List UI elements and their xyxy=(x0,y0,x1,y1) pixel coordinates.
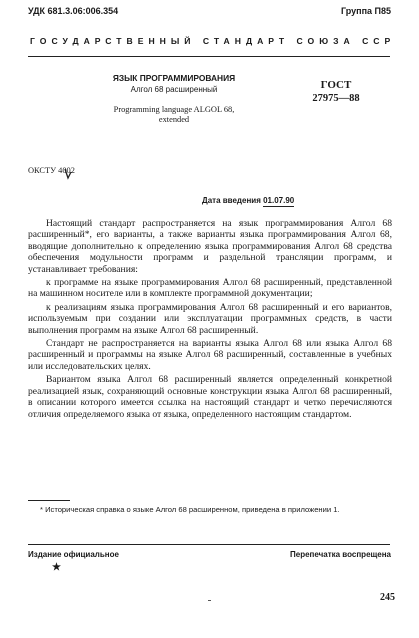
paragraph-variant-definition: Вариантом языка Алгол 68 расширенный является определенный конкретной реализацией язык, сохраняющий основные конструкции языка Алгол 68 расширенный, в описании которого имеется ссылка на настоящий стандарт и четко перечисляются отличия определяемого языка от языка, определенного настоящим стандартом. xyxy=(28,374,392,420)
state-standard-banner: ГОСУДАРСТВЕННЫЙ СТАНДАРТ СОЮЗА ССР xyxy=(30,36,396,46)
document-subtitle: Алгол 68 расширенный xyxy=(130,85,218,94)
title-block xyxy=(100,73,248,125)
star-mark: ★ xyxy=(52,562,61,573)
paragraph-exclusions: Стандарт не распространяется на варианты языка Алгол 68 или языка Алгол 68 расширенный и программы на языке Алгол 68 расширенный, составленные в учебных или исследовательских целях. xyxy=(28,338,392,372)
scan-speck xyxy=(208,600,211,601)
introduction-date-value: 01.07.90 xyxy=(263,196,295,205)
introduction-date-label: Дата введения xyxy=(202,196,261,205)
paragraph-scope: Настоящий стандарт распространяется на язык программирования Алгол 68 расширенный*, его варианты, а также варианты языка программирования Алгол 68, вводящие дополнительно к определению языка программирования Алгол 68 средства обеспечения модульности программ и раздельной трансляции программ, и устанавливает требования: xyxy=(28,218,392,275)
group-code: Группа П85 xyxy=(340,6,391,16)
gost-block xyxy=(300,79,372,105)
reprint-prohibited-label: Перепечатка воспрещена xyxy=(290,550,391,559)
gost-label: ГОСТ xyxy=(320,79,352,91)
paragraph-program-requirement: к программе на языке программирования Алгол 68 расширенный, представленной на машинном носителе или в комплекте программной документации; xyxy=(28,277,392,300)
udk-code: УДК 681.3.06:006.354 xyxy=(28,6,119,16)
body-text xyxy=(28,218,392,422)
footnote: * Историческая справка о языке Алгол 68 расширенном, приведена в приложении 1. xyxy=(40,505,340,514)
paragraph-implementation-requirement: к реализациям языка программирования Алгол 68 расширенный и его вариантов, используемым при создании или эксплуатации программных средств, в части выполнения программ на языке Алгол 68 расширенный. xyxy=(28,301,392,336)
page-number: 245 xyxy=(380,592,395,603)
official-edition-label: Издание официальное xyxy=(28,550,119,559)
introduction-date xyxy=(202,196,294,205)
document-title: ЯЗЫК ПРОГРАММИРОВАНИЯ xyxy=(112,73,236,83)
gost-number: 27975—88 xyxy=(312,93,360,104)
pen-tick-mark xyxy=(64,168,72,180)
header-rule xyxy=(28,56,390,57)
footer-rule xyxy=(28,544,390,545)
okstu-code: ОКСТУ 4002 xyxy=(28,166,75,175)
footnote-rule xyxy=(28,500,70,501)
english-title: Programming language ALGOL 68, extended xyxy=(113,105,235,124)
